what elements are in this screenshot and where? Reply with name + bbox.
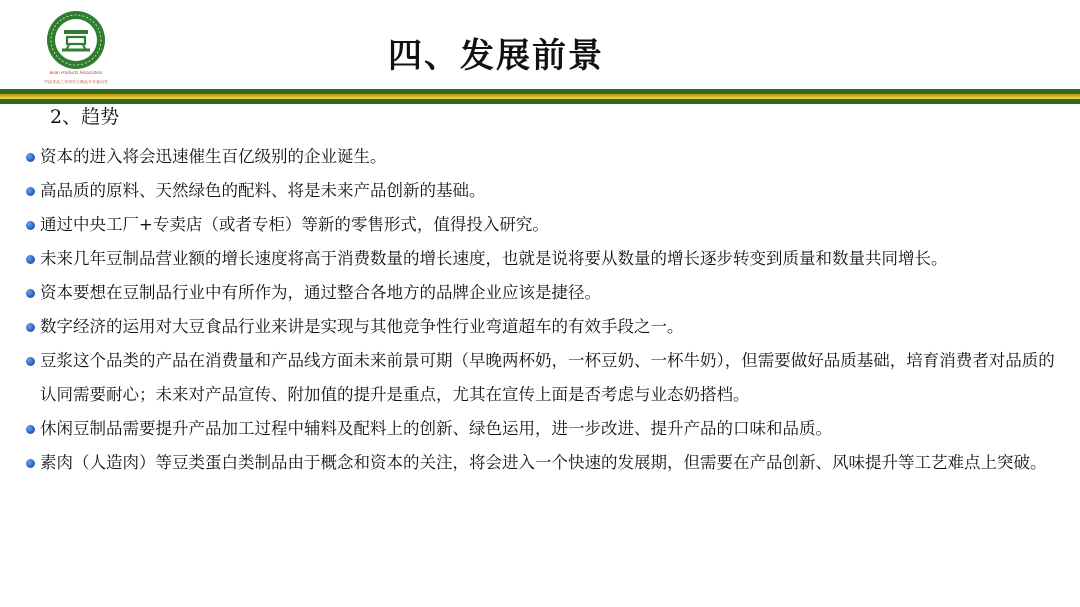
logo <box>42 10 110 88</box>
logo-caption-chinese: 中国食品工业协会豆制品专业委员会 <box>44 80 108 84</box>
bullet-dot-icon <box>26 323 35 332</box>
list-item <box>24 344 1064 412</box>
list-item-text: 资本要想在豆制品行业中有所作为，通过整合各地方的品牌企业应该是捷径。 <box>40 283 601 302</box>
list-item <box>24 208 1064 242</box>
list-item <box>24 276 1064 310</box>
bullet-dot-icon <box>26 425 35 434</box>
list-item-text: 素肉（人造肉）等豆类蛋白类制品由于概念和资本的关注，将会进入一个快速的发展期，但需要在产品创新、风味提升等工艺难点上突破。 <box>40 453 1047 472</box>
trend-list <box>24 140 1064 480</box>
list-item <box>24 140 1064 174</box>
bean-product-association-seal-icon <box>42 10 110 70</box>
list-item-text: 未来几年豆制品营业额的增长速度将高于消费数量的增长速度，也就是说将要从数量的增长逐步转变到质量和数量共同增长。 <box>40 249 948 268</box>
list-item-text: 高品质的原料、天然绿色的配料、将是未来产品创新的基础。 <box>40 181 486 200</box>
section-subtitle: 2、趋势 <box>50 106 120 128</box>
bullet-dot-icon <box>26 357 35 366</box>
bullet-dot-icon <box>26 289 35 298</box>
bullet-dot-icon <box>26 187 35 196</box>
list-item <box>24 412 1064 446</box>
bullet-dot-icon <box>26 255 35 264</box>
list-item-text: 休闲豆制品需要提升产品加工过程中辅料及配料上的创新、绿色运用，进一步改进、提升产品的口味和品质。 <box>40 419 832 438</box>
list-item <box>24 446 1064 480</box>
accent-divider-bar <box>0 89 1080 104</box>
list-item <box>24 242 1064 276</box>
list-item-text: 豆浆这个品类的产品在消费量和产品线方面未来前景可期（早晚两杯奶，一杯豆奶、一杯牛奶），但需要做好品质基础，培育消费者对品质的认同需要耐心；未来对产品宣传、附加值的提升是重点，尤其在宣传上面是否考虑与业态奶搭档。 <box>40 351 1055 404</box>
list-item <box>24 174 1064 208</box>
bullet-dot-icon <box>26 221 35 230</box>
list-item-text: 数字经济的运用对大豆食品行业来讲是实现与其他竞争性行业弯道超车的有效手段之一。 <box>40 317 684 336</box>
list-item-text: 资本的进入将会迅速催生百亿级别的企业诞生。 <box>40 147 387 166</box>
list-item <box>24 310 1064 344</box>
list-item-text: 通过中央工厂+专卖店（或者专柜）等新的零售形式，值得投入研究。 <box>40 215 549 234</box>
bullet-dot-icon <box>26 459 35 468</box>
bullet-dot-icon <box>26 153 35 162</box>
page-title: 四、发展前景 <box>388 36 604 76</box>
logo-caption-english: Bean Products Association <box>49 71 103 75</box>
